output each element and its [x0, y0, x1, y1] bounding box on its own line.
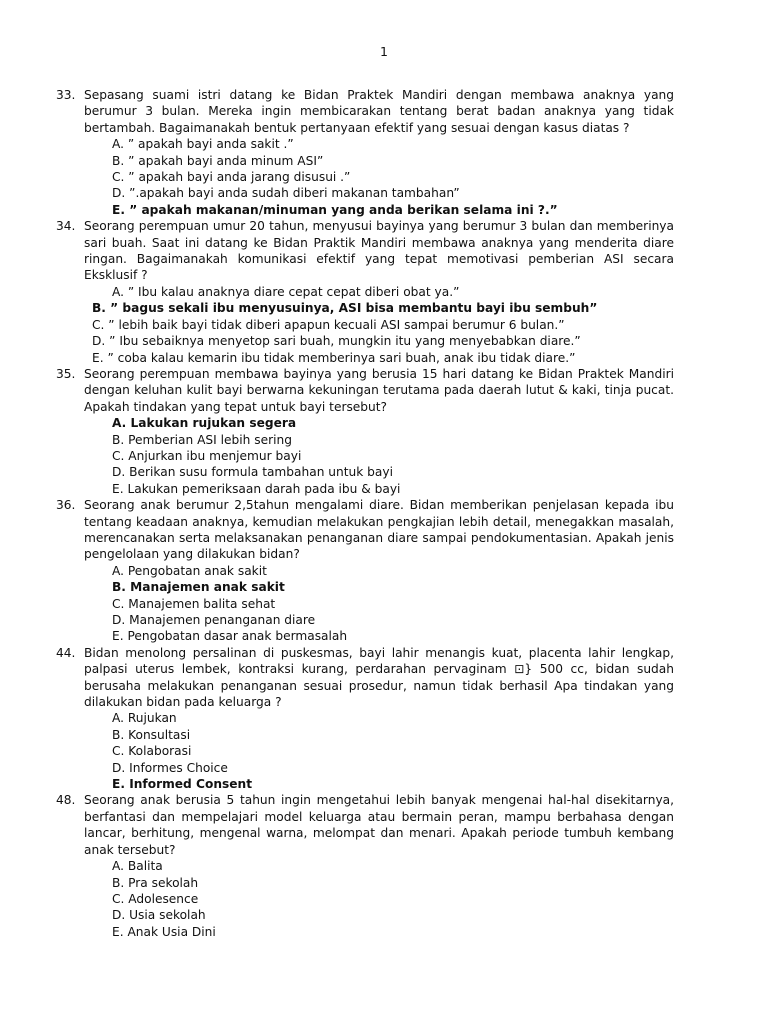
- question-list: [56, 87, 674, 940]
- question-number: 48.: [56, 793, 76, 808]
- answer-option-c: C. ” apakah bayi anda jarang disusui .”: [112, 170, 351, 185]
- answer-option-b: B. ” apakah bayi anda minum ASI”: [112, 153, 324, 168]
- answer-option-a: A. Balita: [112, 859, 163, 874]
- question-text: Seorang anak berumur 2,5tahun mengalami diare. Bidan memberikan penjelasan kepada ibu tentang keadaan anaknya, kemudian melakukan pengkajian lebih detail, menegakkan masalah, merencanakan serta melaksanakan penanganan diare sampai pendokumentasian. Apakah jenis pengelolaan yang dilakukan bidan?: [84, 498, 674, 562]
- answer-option-d: D. ”.apakah bayi anda sudah diberi makanan tambahan”: [112, 186, 460, 201]
- answer-option-c: C. Anjurkan ibu menjemur bayi: [112, 448, 302, 463]
- answer-option-b: B. Pemberian ASI lebih sering: [112, 432, 292, 447]
- question-36: [56, 497, 674, 645]
- question-number: 35.: [56, 366, 76, 381]
- answer-option-e: E. Pengobatan dasar anak bermasalah: [112, 629, 348, 644]
- answer-option-a: A. Pengobatan anak sakit: [112, 563, 267, 578]
- answer-option-d: D. Berikan susu formula tambahan untuk bayi: [112, 465, 393, 480]
- answer-option-b: B. Manajemen anak sakit: [112, 580, 285, 595]
- answer-option-e: E. Informed Consent: [112, 777, 253, 792]
- question-number: 44.: [56, 645, 76, 660]
- answer-options: [56, 710, 674, 792]
- answer-option-d: D. Informes Choice: [112, 760, 228, 775]
- question-text: Seorang perempuan membawa bayinya yang berusia 15 hari datang ke Bidan Praktek Mandiri dengan keluhan kulit bayi berwarna kekuningan terutama pada daerah lutut & kaki, tinja pucat. Apakah tindakan yang tepat untuk bayi tersebut?: [84, 366, 674, 414]
- answer-option-c: C. Kolaborasi: [112, 744, 192, 759]
- answer-option-a: A. ” Ibu kalau anaknya diare cepat cepat diberi obat ya.”: [112, 284, 460, 299]
- question-48: [56, 792, 674, 940]
- question-number: 33.: [56, 88, 76, 102]
- question-text: Seorang anak berusia 5 tahun ingin mengetahui lebih banyak mengenai hal-hal disekitarnya, berfantasi dan mempelajari model keluarga atau bermain peran, mampu berbahasa dengan lancar, berhitung, mengenal warna, melompat dan menari. Apakah periode tumbuh kembang anak tersebut?: [84, 793, 674, 857]
- question-text: Seorang perempuan umur 20 tahun, menyusui bayinya yang berumur 3 bulan dan memberinya sari buah. Saat ini datang ke Bidan Praktik Mandiri membawa anaknya yang menderita diare ringan. Bagaimanakah komunikasi efektif yang tepat memotivasi pemberian ASI secara Eksklusif ?: [84, 219, 674, 283]
- answer-option-d: D. ” Ibu sebaiknya menyetop sari buah, mungkin itu yang menyebabkan diare.”: [92, 334, 581, 349]
- answer-option-e: E. ” apakah makanan/minuman yang anda berikan selama ini ?.”: [112, 202, 558, 217]
- answer-option-c: C. Manajemen balita sehat: [112, 596, 276, 611]
- question-33: [56, 87, 674, 218]
- answer-option-c: C. Adolesence: [112, 891, 199, 906]
- answer-option-a: A. ” apakah bayi anda sakit .”: [112, 137, 294, 152]
- answer-option-d: D. Usia sekolah: [112, 908, 206, 923]
- answer-option-b: B. ” bagus sekali ibu menyusuinya, ASI bisa membantu bayi ibu sembuh”: [92, 301, 598, 316]
- question-number: 36.: [56, 498, 76, 513]
- answer-option-b: B. Pra sekolah: [112, 875, 199, 890]
- answer-option-c: C. ” lebih baik bayi tidak diberi apapun kecuali ASI sampai berumur 6 bulan.”: [92, 317, 565, 332]
- answer-options: [56, 415, 674, 497]
- question-44: [56, 645, 674, 793]
- answer-options: [56, 136, 674, 218]
- answer-options: [56, 858, 674, 940]
- answer-options: [56, 563, 674, 645]
- answer-options: [56, 284, 674, 366]
- answer-option-b: B. Konsultasi: [112, 727, 191, 742]
- question-text: Sepasang suami istri datang ke Bidan Praktek Mandiri dengan membawa anaknya yang berumur 3 bulan. Mereka ingin membicarakan tentang berat badan anaknya yang tidak bertambah. Bagaimanakah bentuk pertanyaan efektif yang sesuai dengan kasus diatas ?: [84, 88, 674, 135]
- answer-option-d: D. Manajemen penanganan diare: [112, 613, 316, 627]
- answer-option-e: E. Lakukan pemeriksaan darah pada ibu & bayi: [112, 481, 401, 496]
- question-34: [56, 218, 674, 366]
- question-text: Bidan menolong persalinan di puskesmas, bayi lahir menangis kuat, placenta lahir lengkap, palpasi uterus lembek, kontraksi kurang, perdarahan pervaginam ⊡} 500 cc, bidan sudah berusaha melakukan penanganan sesuai prosedur, namun tidak berhasil Apa tindakan yang dilakukan bidan pada keluarga ?: [84, 645, 674, 710]
- answer-option-a: A. Rujukan: [112, 711, 177, 726]
- answer-option-a: A. Lakukan rujukan segera: [112, 416, 297, 431]
- question-number: 34.: [56, 219, 76, 234]
- answer-option-e: E. ” coba kalau kemarin ibu tidak memberinya sari buah, anak ibu tidak diare.”: [92, 350, 576, 365]
- page-number: 1: [380, 44, 388, 59]
- question-35: [56, 366, 674, 497]
- answer-option-e: E. Anak Usia Dini: [112, 924, 216, 939]
